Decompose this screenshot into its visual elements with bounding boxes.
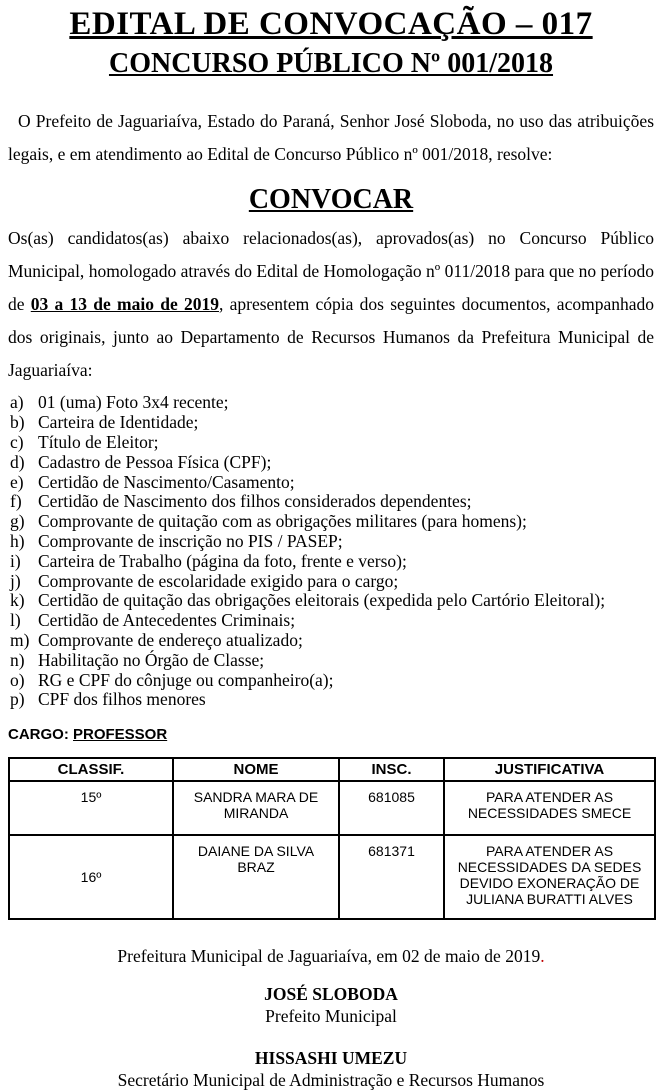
list-item-letter: g) <box>10 511 25 532</box>
convocation-text-after: , apresentem cópia dos seguintes documentos, acompanhado dos originais, junto ao Departamento de Recursos Humanos da Prefeitura Municipal de Jaguariaíva: <box>8 294 654 381</box>
list-item-letter: k) <box>10 590 25 611</box>
list-item-text: Certidão de quitação das obrigações eleitorais (expedida pelo Cartório Eleitoral); <box>38 590 606 611</box>
list-item-text: Habilitação no Órgão de Classe; <box>38 649 265 670</box>
convocation-table <box>8 757 656 920</box>
cell-classif: 16º <box>9 835 173 919</box>
list-item-letter: o) <box>10 669 25 690</box>
list-item-text: Comprovante de quitação com as obrigações militares (para homens); <box>38 511 527 532</box>
signature-mayor <box>8 984 654 1027</box>
convocation-paragraph <box>8 222 654 387</box>
cell-justificativa: PARA ATENDER AS NECESSIDADES SMECE <box>444 781 655 835</box>
list-item <box>8 512 654 532</box>
list-item-text: Carteira de Trabalho (página da foto, frente e verso); <box>38 550 407 571</box>
signature-role: Secretário Municipal de Administração e Recursos Humanos <box>117 1070 545 1091</box>
list-item-text: Certidão de Nascimento/Casamento; <box>38 471 295 492</box>
list-item-letter: h) <box>10 531 25 552</box>
list-item-text: Comprovante de escolaridade exigido para o cargo; <box>38 570 399 591</box>
convocation-text-before: Os(as) candidatos(as) abaixo relacionados(as), aprovados(as) no Concurso Público Municipal, homologado através do Edital de Homologação nº 011/2018 para que no período de <box>8 228 654 315</box>
list-item <box>8 413 654 433</box>
list-item <box>8 453 654 473</box>
document-subtitle: CONCURSO PÚBLICO Nº 001/2018 <box>108 48 554 80</box>
list-item-text: RG e CPF do cônjuge ou companheiro(a); <box>38 669 334 690</box>
required-documents-list <box>8 393 654 710</box>
list-item-text: Carteira de Identidade; <box>38 412 199 433</box>
table-header-row <box>9 758 655 781</box>
list-item-text: Cadastro de Pessoa Física (CPF); <box>38 451 272 472</box>
list-item-letter: a) <box>10 392 24 413</box>
list-item <box>8 473 654 493</box>
list-item-letter: b) <box>10 412 25 433</box>
list-item-text: Comprovante de inscrição no PIS / PASEP; <box>38 531 343 552</box>
list-item <box>8 671 654 691</box>
list-item-text: Título de Eleitor; <box>38 432 159 453</box>
list-item <box>8 631 654 651</box>
list-item-letter: l) <box>10 610 21 631</box>
list-item-text: CPF dos filhos menores <box>38 689 206 710</box>
column-header-nome: NOME <box>173 758 339 781</box>
cell-insc: 681371 <box>339 835 444 919</box>
list-item <box>8 651 654 671</box>
list-item-letter: c) <box>10 432 24 453</box>
list-item-letter: i) <box>10 550 21 571</box>
list-item-letter: n) <box>10 649 25 670</box>
cell-justificativa: PARA ATENDER AS NECESSIDADES DA SEDES DEVIDO EXONERAÇÃO DE JULIANA BURATTI ALVES <box>444 835 655 919</box>
date-line-text: Prefeitura Municipal de Jaguariaíva, em 02 de maio de 2019 <box>117 946 541 967</box>
list-item-letter: j) <box>10 570 21 591</box>
list-item <box>8 393 654 413</box>
date-line <box>8 946 654 967</box>
list-item <box>8 433 654 453</box>
list-item <box>8 532 654 552</box>
column-header-insc: INSC. <box>339 758 444 781</box>
list-item-letter: p) <box>10 689 25 710</box>
cargo-line <box>8 726 654 743</box>
document-title: EDITAL DE CONVOCAÇÃO – 017 <box>69 6 593 42</box>
column-header-justificativa: JUSTIFICATIVA <box>444 758 655 781</box>
signature-name: HISSASHI UMEZU <box>254 1048 408 1069</box>
cell-insc: 681085 <box>339 781 444 835</box>
list-item-letter: m) <box>10 630 30 650</box>
list-item <box>8 591 654 611</box>
signature-role: Prefeito Municipal <box>265 1006 397 1027</box>
cell-nome: SANDRA MARA DE MIRANDA <box>173 781 339 835</box>
convocar-heading: CONVOCAR <box>248 183 414 215</box>
list-item-text: 01 (uma) Foto 3x4 recente; <box>38 392 229 413</box>
table-row <box>9 781 655 835</box>
list-item <box>8 492 654 512</box>
cell-classif: 15º <box>9 781 173 835</box>
list-item-letter: f) <box>10 491 22 512</box>
list-item <box>8 611 654 631</box>
list-item-letter: e) <box>10 471 24 492</box>
signature-secretary <box>8 1048 654 1091</box>
intro-paragraph: O Prefeito de Jaguariaíva, Estado do Paraná, Senhor José Sloboda, no uso das atribuições legais, e em atendimento ao Edital de Concurso Público nº 001/2018, resolve: <box>8 110 654 164</box>
cell-nome: DAIANE DA SILVA BRAZ <box>173 835 339 919</box>
list-item-text: Certidão de Antecedentes Criminais; <box>38 610 296 631</box>
column-header-classif: CLASSIF. <box>9 758 173 781</box>
cargo-label: CARGO: <box>8 726 69 744</box>
cargo-value: PROFESSOR <box>73 726 168 744</box>
list-item-text: Certidão de Nascimento dos filhos considerados dependentes; <box>38 491 472 512</box>
list-item <box>8 552 654 572</box>
list-item <box>8 572 654 592</box>
list-item-text: Comprovante de endereço atualizado; <box>38 630 303 650</box>
table-row <box>9 835 655 919</box>
date-period: . <box>540 946 545 967</box>
list-item <box>8 690 654 710</box>
convocation-period-dates: 03 a 13 de maio de 2019 <box>30 294 219 315</box>
signature-name: JOSÉ SLOBODA <box>264 984 398 1005</box>
list-item-letter: d) <box>10 451 25 472</box>
